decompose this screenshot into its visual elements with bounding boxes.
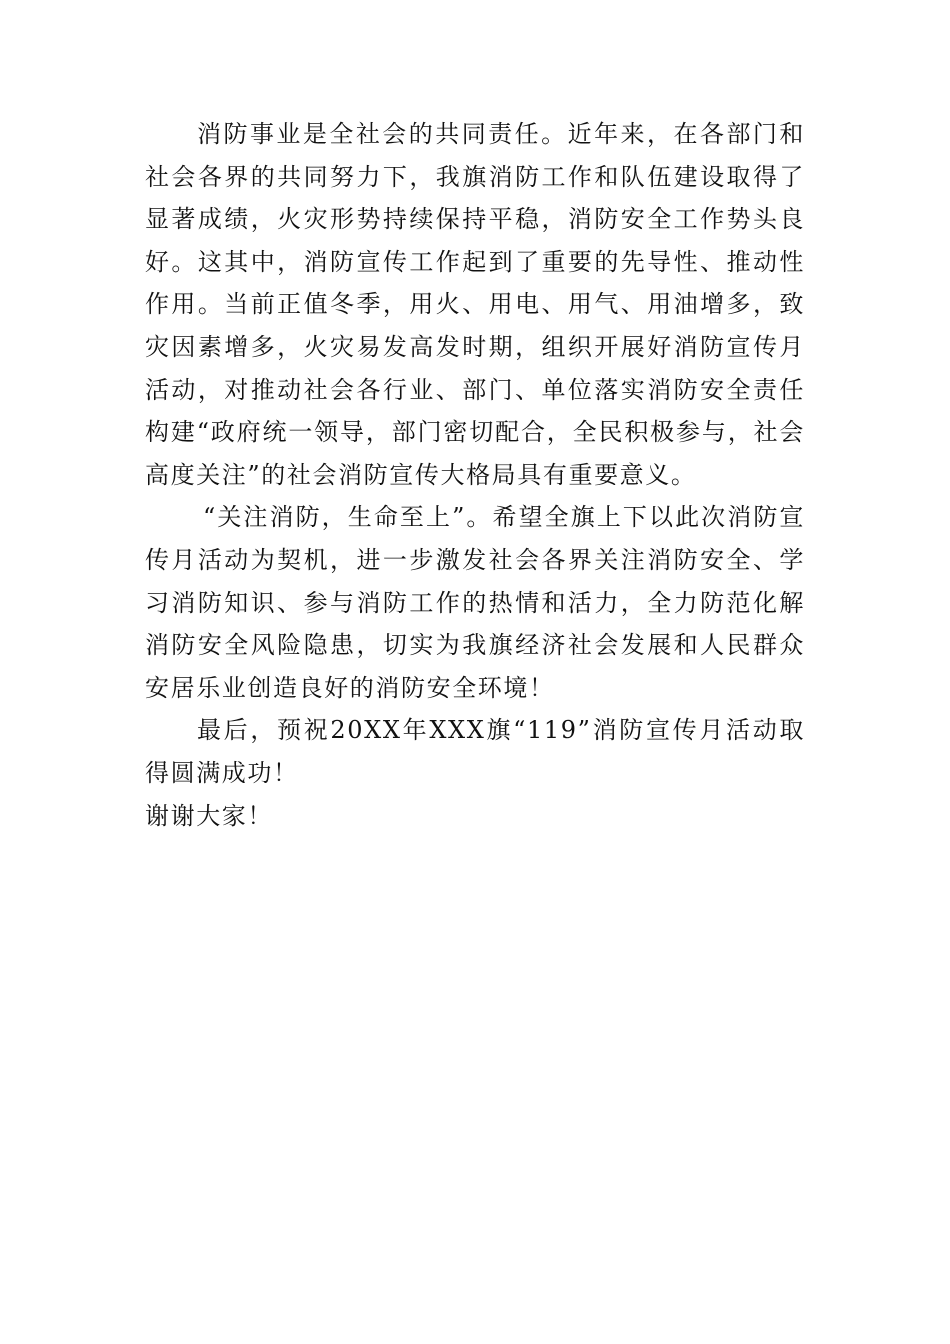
- paragraph-wishes: 最后，预祝20XX年XXX旗“119”消防宣传月活动取得圆满成功！: [145, 716, 805, 787]
- paragraph-slogan: “关注消防，生命至上”。希望全旗上下以此次消防宣传月活动为契机，进一步激发社会各界关注消防安全、学习消防知识、参与消防工作的热情和活力，全力防范化解消防安全风险隐患，切实为我旗经济社会发展和人民群众安居乐业创造良好的消防安全环境！: [145, 503, 805, 702]
- document-body: [145, 113, 805, 837]
- paragraph-responsibility: 消防事业是全社会的共同责任。近年来，在各部门和社会各界的共同努力下，我旗消防工作和队伍建设取得了显著成绩，火灾形势持续保持平稳，消防安全工作势头良好。这其中，消防宣传工作起到了重要的先导性、推动性作用。当前正值冬季，用火、用电、用气、用油增多，致灾因素增多，火灾易发高发时期，组织开展好消防宣传月活动，对推动社会各行业、部门、单位落实消防安全责任构建“政府统一领导，部门密切配合，全民积极参与，社会高度关注”的社会消防宣传大格局具有重要意义。: [145, 120, 805, 489]
- paragraph-thanks: 谢谢大家！: [145, 801, 273, 830]
